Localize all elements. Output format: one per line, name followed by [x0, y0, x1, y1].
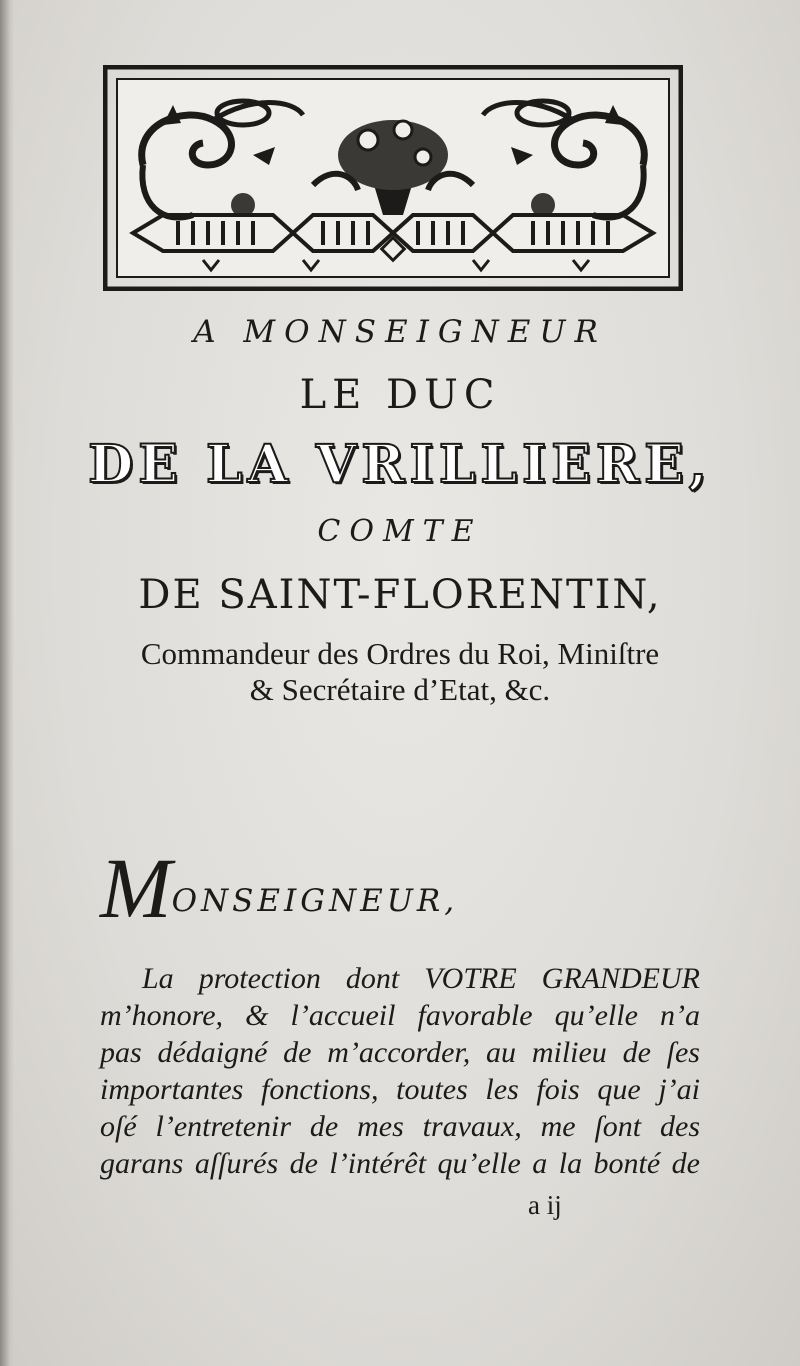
body-line: importantes fonctions, toutes les fois que j’ai — [100, 1073, 700, 1106]
comte-line: COMTE — [317, 514, 483, 549]
body-line: garans aſſurés de l’intérêt qu’elle a la bonté de — [100, 1147, 700, 1180]
title-line: LE DUC — [299, 372, 501, 418]
ornamental-headpiece-icon — [103, 65, 683, 291]
salutation-rest: ONSEIGNEUR, — [171, 883, 459, 919]
comte-name-line: DE SAINT-FLORENTIN, — [138, 572, 662, 618]
body-line: pas dédaigné de m’accorder, au milieu de ſes — [100, 1036, 700, 1069]
salutation — [100, 838, 458, 938]
office-line-2: & Secrétaire d’Etat, &c. — [249, 672, 551, 707]
salutation-initial: M — [100, 840, 172, 936]
signature-mark: a ij — [528, 1190, 562, 1220]
dedicatee-line: A MONSEIGNEUR — [193, 314, 607, 350]
office-line-1: Commandeur des Ordres du Roi, Miniſtre — [140, 636, 660, 671]
dedication-paragraph — [100, 960, 700, 1182]
name-line: DE LA VRILLIERE, — [88, 434, 712, 495]
body-line: oſé l’entretenir de mes travaux, me ſont des — [100, 1110, 700, 1143]
body-line: m’honore, & l’accueil favorable qu’elle n’a — [100, 999, 700, 1032]
body-line: La protection dont VOTRE GRANDEUR — [142, 962, 700, 995]
